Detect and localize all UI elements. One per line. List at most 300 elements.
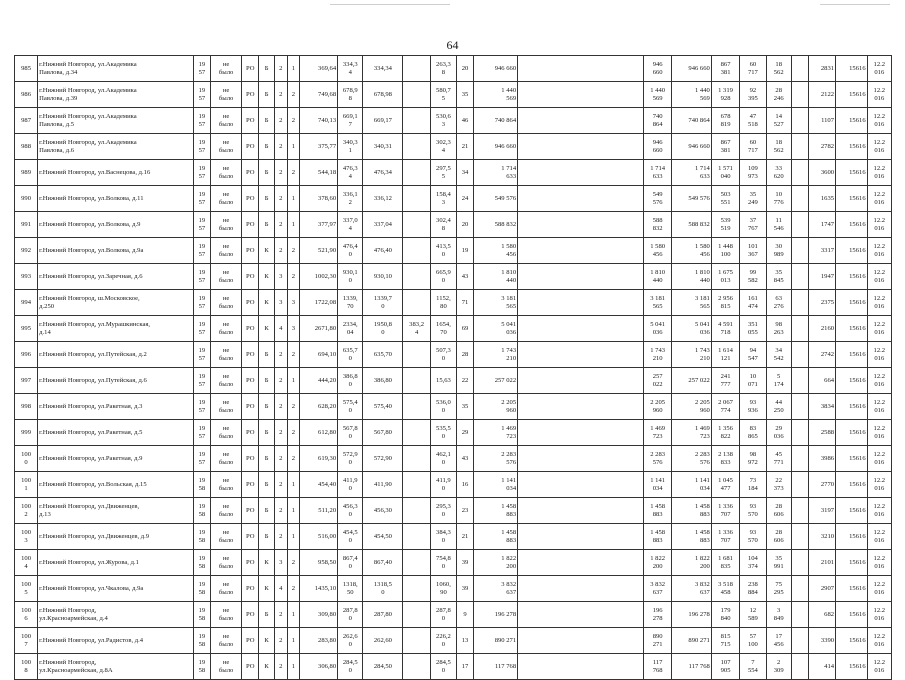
cell-cost-per-sqm: 2742 <box>808 342 835 368</box>
cell-blank-gap <box>518 238 644 264</box>
cell-living-area: 334,3 4 <box>338 56 363 82</box>
cell-build-year: 19 57 <box>193 264 210 290</box>
cell-limit-cost: 15616 <box>836 654 868 680</box>
cell-residents-count: 20 <box>457 212 474 238</box>
cell-repair-cost: 1 580 456 <box>473 238 517 264</box>
cell-blank-gap <box>518 628 644 654</box>
table-row <box>15 316 892 342</box>
cell-prior-repair: не было <box>210 550 242 576</box>
cell-fund-share: 1 675 013 <box>711 264 739 290</box>
cell-row-number: 100 8 <box>15 654 38 680</box>
cell-entrances: 2 <box>287 160 300 186</box>
cell-limit-cost: 15616 <box>836 524 868 550</box>
cell-cost-fund: 1 743 210 <box>671 342 711 368</box>
cell-prior-repair: не было <box>210 238 242 264</box>
cell-row-number: 993 <box>15 264 38 290</box>
cell-regional-share: 93 936 <box>740 394 766 420</box>
cell-completion-date: 12.2 016 <box>867 238 891 264</box>
cell-entrances: 1 <box>287 134 300 160</box>
cell-entrances: 3 <box>287 316 300 342</box>
cell-entrances: 2 <box>287 394 300 420</box>
table-body <box>15 56 892 680</box>
cell-row-number: 100 2 <box>15 498 38 524</box>
cell-blank-gap <box>518 212 644 238</box>
cell-floors: 4 <box>275 576 288 602</box>
cell-municipal-share: 63 276 <box>766 290 791 316</box>
cell-blank-gap <box>518 264 644 290</box>
cell-regional-share: 57 100 <box>740 628 766 654</box>
cell-blank-gap <box>518 160 644 186</box>
cell-residential-area: 284,50 <box>363 654 403 680</box>
cell-nonresidential-area <box>403 186 430 212</box>
cell-residential-area: 386,80 <box>363 368 403 394</box>
cell-nonresidential-area <box>403 602 430 628</box>
cell-build-year: 19 57 <box>193 342 210 368</box>
cell-floors: 2 <box>275 238 288 264</box>
cell-row-number: 986 <box>15 82 38 108</box>
cell-fund-share: 539 519 <box>711 212 739 238</box>
cell-limit-cost: 15616 <box>836 394 868 420</box>
cell-limit-cost: 15616 <box>836 316 868 342</box>
cell-limit-cost: 15616 <box>836 498 868 524</box>
cell-build-year: 19 58 <box>193 576 210 602</box>
cell-privatized-area: 302,4 8 <box>430 212 456 238</box>
cell-residential-area: 340,31 <box>363 134 403 160</box>
cell-repair-type: РО <box>242 290 259 316</box>
cell-address: г.Нижний Новгород, ул.Академика Павлова, д.34 <box>38 56 194 82</box>
cell-cost-fund: 1 458 883 <box>671 524 711 550</box>
cell-municipal-share: 98 263 <box>766 316 791 342</box>
cell-cost-total: 946 660 <box>644 134 671 160</box>
cell-municipal-share: 2 309 <box>766 654 791 680</box>
table-row <box>15 56 892 82</box>
cell-address: г.Нижний Новгород, ул.Движенцев, д.9 <box>38 524 194 550</box>
cell-total-area: 1002,30 <box>300 264 338 290</box>
cell-limit-cost: 15616 <box>836 238 868 264</box>
cell-blank-gap <box>518 524 644 550</box>
cell-residential-area: 567,80 <box>363 420 403 446</box>
cell-repair-type: РО <box>242 316 259 342</box>
cell-completion-date: 12.2 016 <box>867 368 891 394</box>
cell-blank-gap <box>518 342 644 368</box>
cell-cost-fund: 946 660 <box>671 56 711 82</box>
cell-blank-gap <box>518 56 644 82</box>
cell-residents-count: 16 <box>457 472 474 498</box>
cell-wall-material: Б <box>259 160 275 186</box>
cell-regional-share: 161 474 <box>740 290 766 316</box>
cell-municipal-share: 34 542 <box>766 342 791 368</box>
cell-living-area: 476,3 4 <box>338 160 363 186</box>
cell-address: г.Нижний Новгород, ул.Академика Павлова, д.6 <box>38 134 194 160</box>
cell-repair-type: РО <box>242 134 259 160</box>
cell-residents-count: 71 <box>457 290 474 316</box>
cell-completion-date: 12.2 016 <box>867 576 891 602</box>
cell-nonresidential-area <box>403 108 430 134</box>
cell-privatized-area: 580,7 5 <box>430 82 456 108</box>
cell-fund-share: 1 336 707 <box>711 524 739 550</box>
cell-cost-total: 549 576 <box>644 186 671 212</box>
cell-prior-repair: не было <box>210 342 242 368</box>
cell-limit-cost: 15616 <box>836 108 868 134</box>
cell-completion-date: 12.2 016 <box>867 654 891 680</box>
cell-blank-gap <box>518 186 644 212</box>
cell-prior-repair: не было <box>210 498 242 524</box>
cell-limit-cost: 15616 <box>836 420 868 446</box>
table-row <box>15 134 892 160</box>
cell-nonresidential-area <box>403 628 430 654</box>
cell-prior-repair: не было <box>210 628 242 654</box>
cell-residents-count: 69 <box>457 316 474 342</box>
cell-build-year: 19 57 <box>193 394 210 420</box>
cell-municipal-share: 18 562 <box>766 56 791 82</box>
cell-regional-share: 37 767 <box>740 212 766 238</box>
cell-build-year: 19 57 <box>193 82 210 108</box>
cell-floors: 3 <box>275 290 288 316</box>
cell-fund-share: 1 319 928 <box>711 82 739 108</box>
cell-completion-date: 12.2 016 <box>867 342 891 368</box>
cell-floors: 3 <box>275 264 288 290</box>
scan-edge-mark-right <box>820 4 890 5</box>
cell-residential-area: 572,90 <box>363 446 403 472</box>
cell-floors: 3 <box>275 550 288 576</box>
cell-completion-date: 12.2 016 <box>867 628 891 654</box>
cell-completion-date: 12.2 016 <box>867 212 891 238</box>
cell-address: г.Нижний Новгород, ул.Заречная, д.6 <box>38 264 194 290</box>
cell-blank-small <box>791 628 808 654</box>
cell-build-year: 19 58 <box>193 550 210 576</box>
cell-wall-material: К <box>259 550 275 576</box>
cell-limit-cost: 15616 <box>836 576 868 602</box>
cell-cost-total: 1 580 456 <box>644 238 671 264</box>
cell-privatized-area: 302,3 4 <box>430 134 456 160</box>
cell-address: г.Нижний Новгород, ул.Вольская, д.15 <box>38 472 194 498</box>
cell-blank-small <box>791 56 808 82</box>
cell-cost-per-sqm: 2770 <box>808 472 835 498</box>
cell-limit-cost: 15616 <box>836 160 868 186</box>
cell-build-year: 19 58 <box>193 498 210 524</box>
cell-nonresidential-area <box>403 576 430 602</box>
cell-municipal-share: 44 250 <box>766 394 791 420</box>
cell-residents-count: 43 <box>457 264 474 290</box>
cell-cost-total: 117 768 <box>644 654 671 680</box>
cell-nonresidential-area <box>403 160 430 186</box>
cell-residential-area: 1318,5 0 <box>363 576 403 602</box>
cell-municipal-share: 3 849 <box>766 602 791 628</box>
cell-prior-repair: не было <box>210 134 242 160</box>
cell-nonresidential-area <box>403 134 430 160</box>
cell-repair-type: РО <box>242 186 259 212</box>
cell-cost-total: 946 660 <box>644 56 671 82</box>
table-row <box>15 420 892 446</box>
cell-residents-count: 9 <box>457 602 474 628</box>
cell-fund-share: 1 571 040 <box>711 160 739 186</box>
cell-repair-cost: 1 743 210 <box>473 342 517 368</box>
cell-nonresidential-area <box>403 420 430 446</box>
page-number: 64 <box>446 38 459 52</box>
cell-total-area: 619,30 <box>300 446 338 472</box>
cell-repair-cost: 740 864 <box>473 108 517 134</box>
cell-floors: 2 <box>275 394 288 420</box>
cell-floors: 2 <box>275 524 288 550</box>
cell-completion-date: 12.2 016 <box>867 472 891 498</box>
cell-residents-count: 29 <box>457 420 474 446</box>
cell-cost-fund: 2 283 576 <box>671 446 711 472</box>
cell-build-year: 19 57 <box>193 160 210 186</box>
cell-limit-cost: 15616 <box>836 472 868 498</box>
cell-cost-fund: 890 271 <box>671 628 711 654</box>
cell-address: г.Нижний Новгород, ул.Волкова, д.9 <box>38 212 194 238</box>
cell-residential-area: 1339,7 0 <box>363 290 403 316</box>
cell-cost-total: 1 469 723 <box>644 420 671 446</box>
cell-cost-per-sqm: 3834 <box>808 394 835 420</box>
cell-build-year: 19 58 <box>193 628 210 654</box>
cell-privatized-area: 284,5 0 <box>430 654 456 680</box>
cell-address: г.Нижний Новгород, ул.Волкова, д.11 <box>38 186 194 212</box>
cell-completion-date: 12.2 016 <box>867 316 891 342</box>
cell-prior-repair: не было <box>210 186 242 212</box>
cell-residents-count: 21 <box>457 134 474 160</box>
cell-blank-gap <box>518 316 644 342</box>
cell-blank-gap <box>518 290 644 316</box>
cell-limit-cost: 15616 <box>836 290 868 316</box>
cell-living-area: 340,3 1 <box>338 134 363 160</box>
cell-entrances: 2 <box>287 446 300 472</box>
cell-repair-cost: 1 714 633 <box>473 160 517 186</box>
cell-row-number: 990 <box>15 186 38 212</box>
cell-regional-share: 60 717 <box>740 56 766 82</box>
table-row <box>15 160 892 186</box>
cell-repair-cost: 257 022 <box>473 368 517 394</box>
cell-build-year: 19 58 <box>193 472 210 498</box>
cell-cost-per-sqm: 682 <box>808 602 835 628</box>
cell-wall-material: К <box>259 264 275 290</box>
cell-blank-gap <box>518 420 644 446</box>
cell-cost-total: 740 864 <box>644 108 671 134</box>
cell-residential-area: 336,12 <box>363 186 403 212</box>
cell-repair-type: РО <box>242 420 259 446</box>
cell-wall-material: Б <box>259 368 275 394</box>
cell-repair-type: РО <box>242 264 259 290</box>
cell-blank-small <box>791 238 808 264</box>
cell-repair-cost: 2 283 576 <box>473 446 517 472</box>
cell-wall-material: Б <box>259 420 275 446</box>
cell-completion-date: 12.2 016 <box>867 134 891 160</box>
cell-repair-type: РО <box>242 368 259 394</box>
cell-build-year: 19 57 <box>193 420 210 446</box>
cell-municipal-share: 5 174 <box>766 368 791 394</box>
cell-residents-count: 35 <box>457 82 474 108</box>
cell-privatized-area: 263,3 8 <box>430 56 456 82</box>
cell-prior-repair: не было <box>210 108 242 134</box>
cell-cost-per-sqm: 414 <box>808 654 835 680</box>
cell-residents-count: 20 <box>457 56 474 82</box>
cell-living-area: 1339, 70 <box>338 290 363 316</box>
cell-wall-material: Б <box>259 498 275 524</box>
cell-repair-cost: 1 469 723 <box>473 420 517 446</box>
cell-row-number: 100 6 <box>15 602 38 628</box>
cell-row-number: 994 <box>15 290 38 316</box>
table-row <box>15 576 892 602</box>
cell-blank-small <box>791 654 808 680</box>
cell-build-year: 19 58 <box>193 602 210 628</box>
cell-nonresidential-area <box>403 654 430 680</box>
cell-completion-date: 12.2 016 <box>867 186 891 212</box>
cell-cost-fund: 1 469 723 <box>671 420 711 446</box>
table-row <box>15 186 892 212</box>
cell-cost-total: 1 810 440 <box>644 264 671 290</box>
cell-municipal-share: 35 845 <box>766 264 791 290</box>
cell-build-year: 19 57 <box>193 108 210 134</box>
cell-wall-material: Б <box>259 394 275 420</box>
cell-cost-fund: 2 205 960 <box>671 394 711 420</box>
housing-repair-table <box>14 55 892 680</box>
cell-row-number: 987 <box>15 108 38 134</box>
cell-fund-share: 3 518 458 <box>711 576 739 602</box>
cell-privatized-area: 411,9 0 <box>430 472 456 498</box>
cell-fund-share: 815 715 <box>711 628 739 654</box>
cell-entrances: 3 <box>287 290 300 316</box>
cell-regional-share: 93 570 <box>740 498 766 524</box>
cell-cost-total: 3 832 637 <box>644 576 671 602</box>
cell-total-area: 612,80 <box>300 420 338 446</box>
cell-repair-cost: 117 768 <box>473 654 517 680</box>
cell-cost-per-sqm: 3390 <box>808 628 835 654</box>
cell-repair-cost: 1 458 883 <box>473 498 517 524</box>
cell-fund-share: 1 045 477 <box>711 472 739 498</box>
cell-privatized-area: 462,1 0 <box>430 446 456 472</box>
cell-address: г.Нижний Новгород, ул.Васнецова, д.16 <box>38 160 194 186</box>
cell-regional-share: 7 554 <box>740 654 766 680</box>
cell-blank-small <box>791 160 808 186</box>
cell-prior-repair: не было <box>210 82 242 108</box>
cell-municipal-share: 29 036 <box>766 420 791 446</box>
cell-build-year: 19 57 <box>193 238 210 264</box>
cell-living-area: 476,4 0 <box>338 238 363 264</box>
cell-entrances: 2 <box>287 108 300 134</box>
cell-regional-share: 83 865 <box>740 420 766 446</box>
cell-floors: 2 <box>275 628 288 654</box>
cell-nonresidential-area: 383,2 4 <box>403 316 430 342</box>
cell-entrances: 2 <box>287 264 300 290</box>
cell-residential-area: 575,40 <box>363 394 403 420</box>
cell-cost-fund: 1 141 034 <box>671 472 711 498</box>
cell-privatized-area: 413,5 0 <box>430 238 456 264</box>
cell-prior-repair: не было <box>210 654 242 680</box>
cell-regional-share: 10 071 <box>740 368 766 394</box>
cell-cost-per-sqm: 1107 <box>808 108 835 134</box>
cell-municipal-share: 28 246 <box>766 82 791 108</box>
cell-cost-per-sqm: 2588 <box>808 420 835 446</box>
cell-fund-share: 2 138 833 <box>711 446 739 472</box>
cell-cost-per-sqm: 3197 <box>808 498 835 524</box>
cell-address: г.Нижний Новгород, ул.Академика Павлова, д.39 <box>38 82 194 108</box>
cell-residential-area: 287,80 <box>363 602 403 628</box>
cell-municipal-share: 75 295 <box>766 576 791 602</box>
cell-nonresidential-area <box>403 290 430 316</box>
cell-cost-total: 3 181 565 <box>644 290 671 316</box>
cell-blank-gap <box>518 134 644 160</box>
cell-build-year: 19 57 <box>193 56 210 82</box>
cell-living-area: 2334, 04 <box>338 316 363 342</box>
cell-cost-per-sqm: 2907 <box>808 576 835 602</box>
cell-blank-small <box>791 420 808 446</box>
cell-municipal-share: 11 546 <box>766 212 791 238</box>
cell-municipal-share: 22 373 <box>766 472 791 498</box>
table-row <box>15 654 892 680</box>
cell-address: г.Нижний Новгород, ул.Движенцев, д.13 <box>38 498 194 524</box>
cell-completion-date: 12.2 016 <box>867 550 891 576</box>
table-row <box>15 472 892 498</box>
cell-cost-per-sqm: 2160 <box>808 316 835 342</box>
cell-municipal-share: 18 562 <box>766 134 791 160</box>
cell-blank-small <box>791 550 808 576</box>
cell-blank-small <box>791 368 808 394</box>
cell-residents-count: 24 <box>457 186 474 212</box>
cell-wall-material: К <box>259 238 275 264</box>
cell-total-area: 749,68 <box>300 82 338 108</box>
cell-blank-gap <box>518 550 644 576</box>
cell-wall-material: Б <box>259 524 275 550</box>
cell-cost-per-sqm: 2375 <box>808 290 835 316</box>
cell-completion-date: 12.2 016 <box>867 160 891 186</box>
cell-municipal-share: 28 606 <box>766 524 791 550</box>
cell-row-number: 985 <box>15 56 38 82</box>
cell-repair-type: РО <box>242 550 259 576</box>
cell-fund-share: 2 956 815 <box>711 290 739 316</box>
cell-prior-repair: не было <box>210 472 242 498</box>
cell-wall-material: К <box>259 628 275 654</box>
cell-blank-small <box>791 602 808 628</box>
cell-build-year: 19 57 <box>193 446 210 472</box>
cell-total-area: 454,40 <box>300 472 338 498</box>
cell-prior-repair: не было <box>210 420 242 446</box>
cell-living-area: 284,5 0 <box>338 654 363 680</box>
cell-total-area: 444,20 <box>300 368 338 394</box>
cell-fund-share: 1 681 835 <box>711 550 739 576</box>
cell-cost-per-sqm: 664 <box>808 368 835 394</box>
cell-cost-fund: 1 458 883 <box>671 498 711 524</box>
cell-repair-cost: 2 205 960 <box>473 394 517 420</box>
table-row <box>15 82 892 108</box>
cell-cost-fund: 549 576 <box>671 186 711 212</box>
cell-row-number: 100 4 <box>15 550 38 576</box>
cell-floors: 2 <box>275 498 288 524</box>
cell-wall-material: Б <box>259 134 275 160</box>
cell-repair-type: РО <box>242 654 259 680</box>
cell-municipal-share: 28 606 <box>766 498 791 524</box>
cell-completion-date: 12.2 016 <box>867 82 891 108</box>
cell-cost-total: 1 743 210 <box>644 342 671 368</box>
cell-entrances: 2 <box>287 342 300 368</box>
cell-cost-total: 1 440 569 <box>644 82 671 108</box>
cell-entrances: 2 <box>287 238 300 264</box>
cell-living-area: 669,1 7 <box>338 108 363 134</box>
cell-repair-cost: 890 271 <box>473 628 517 654</box>
cell-blank-small <box>791 82 808 108</box>
cell-nonresidential-area <box>403 498 430 524</box>
cell-wall-material: Б <box>259 602 275 628</box>
scan-edge-mark-left <box>330 4 450 5</box>
cell-living-area: 572,9 0 <box>338 446 363 472</box>
table-row <box>15 108 892 134</box>
cell-row-number: 100 1 <box>15 472 38 498</box>
cell-row-number: 992 <box>15 238 38 264</box>
cell-build-year: 19 57 <box>193 316 210 342</box>
cell-address: г.Нижний Новгород, ул.Мурашкинская, д.14 <box>38 316 194 342</box>
cell-row-number: 998 <box>15 394 38 420</box>
cell-cost-fund: 5 041 036 <box>671 316 711 342</box>
cell-wall-material: К <box>259 654 275 680</box>
